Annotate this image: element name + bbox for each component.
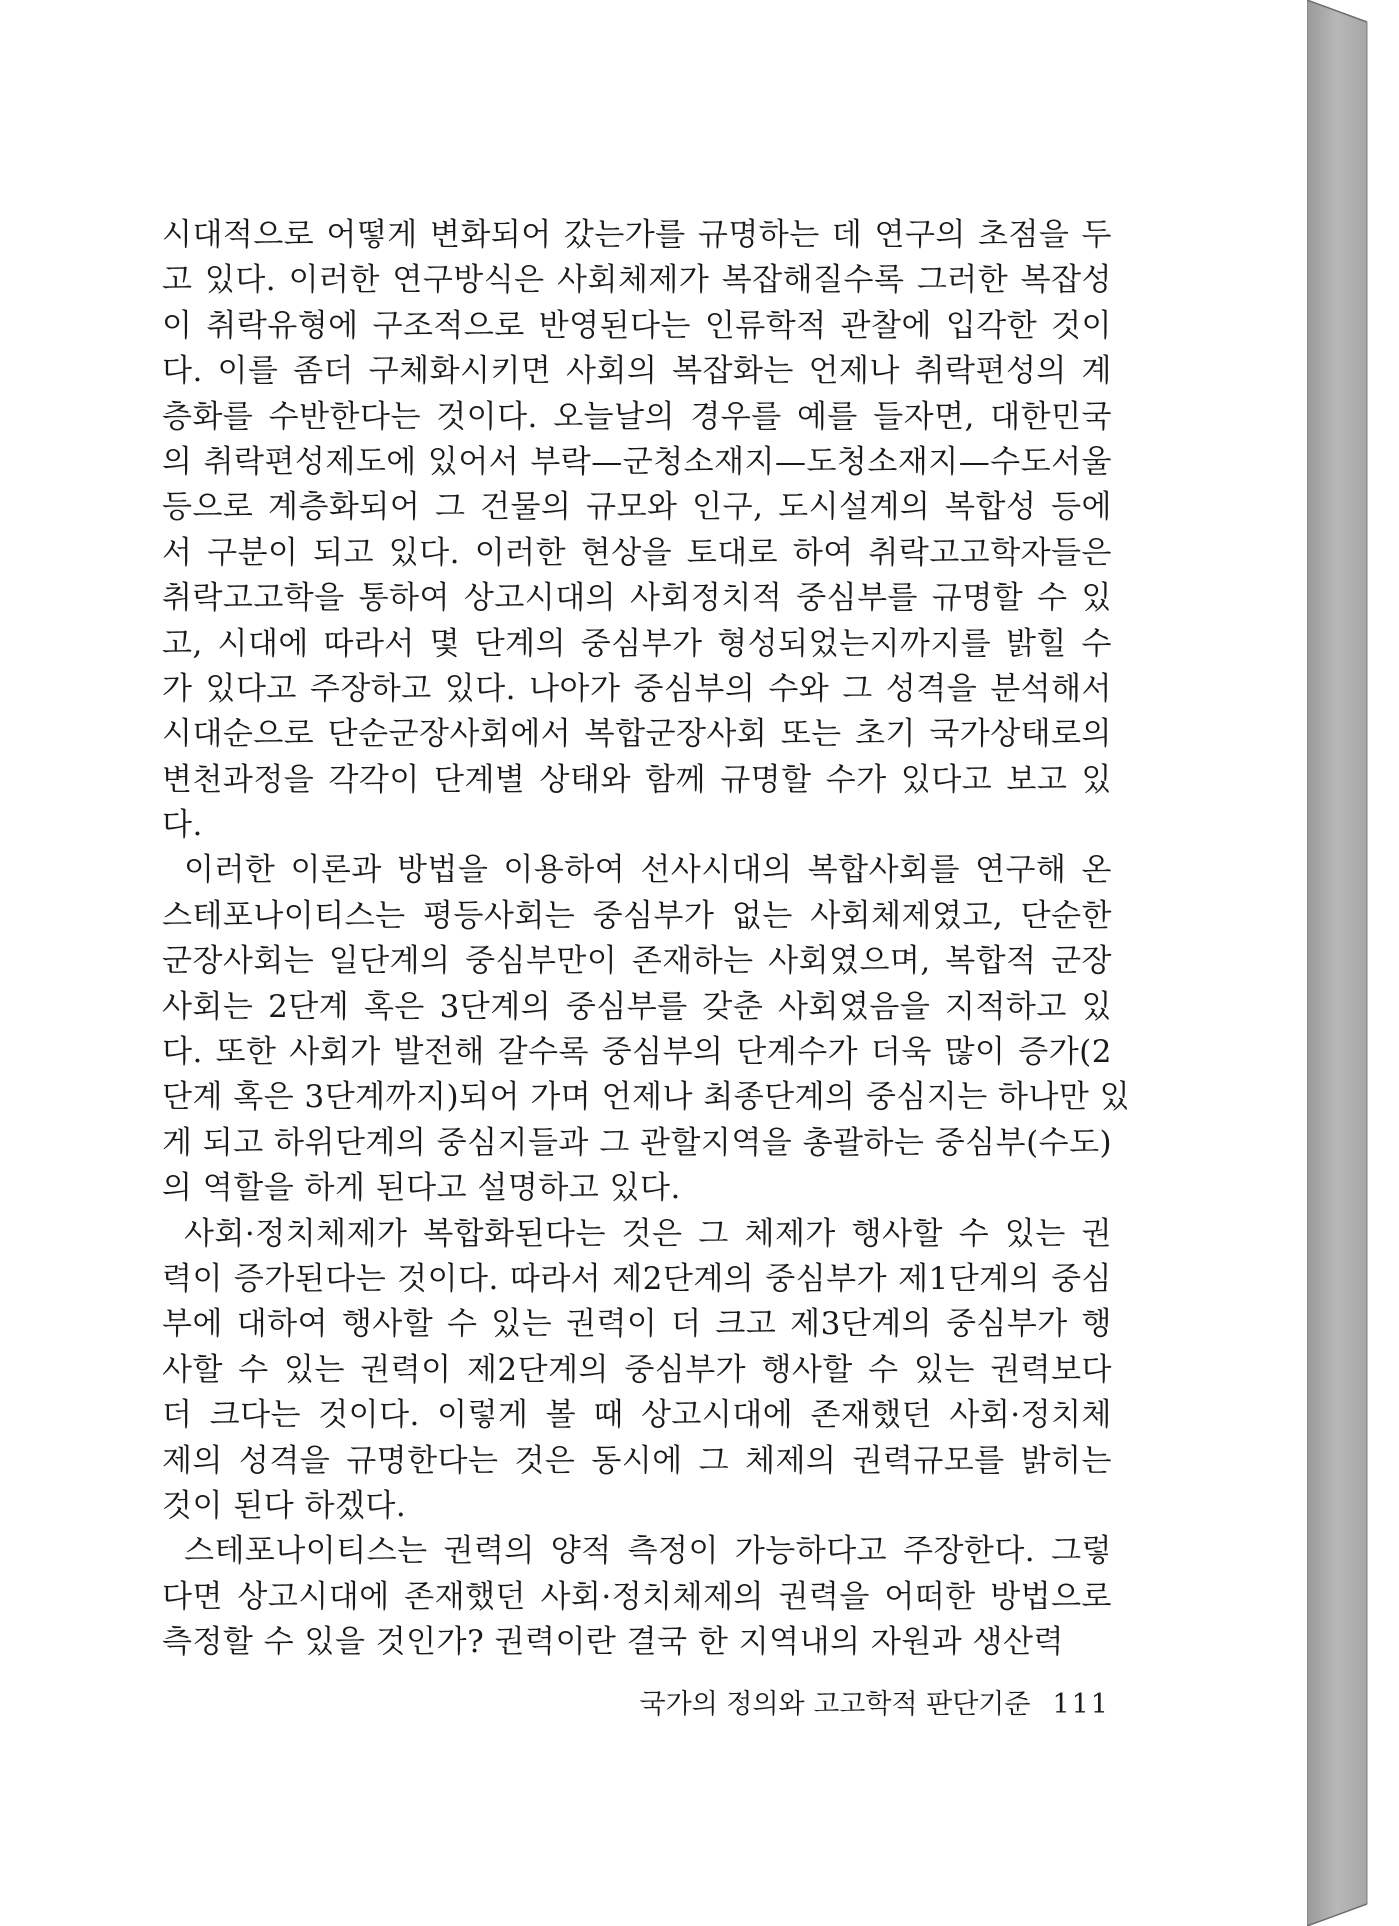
text-line: 게 되고 하위단계의 중심지들과 그 관할지역을 총괄하는 중심부(수도) bbox=[162, 1124, 1113, 1161]
text-line: 다. bbox=[162, 807, 203, 844]
text-line: 이러한 이론과 방법을 이용하여 선사시대의 복합사회를 연구해 온 bbox=[184, 852, 1112, 889]
text-line: 고, 시대에 따라서 몇 단계의 중심부가 형성되었는지까지를 밝힐 수 bbox=[162, 625, 1112, 662]
text-line: 부에 대하여 행사할 수 있는 권력이 더 크고 제3단계의 중심부가 행 bbox=[162, 1306, 1112, 1343]
text-line: 것이 된다 하겠다. bbox=[162, 1487, 407, 1524]
text-line: 단계 혹은 3단계까지)되어 가며 언제나 최종단계의 중심지는 하나만 있 bbox=[162, 1079, 1131, 1116]
text-line: 시대적으로 어떻게 변화되어 갔는가를 규명하는 데 연구의 초점을 두 bbox=[162, 217, 1112, 253]
text-line: 다. 또한 사회가 발전해 갈수록 중심부의 단계수가 더욱 많이 증가(2 bbox=[162, 1034, 1112, 1071]
body-text bbox=[162, 213, 1131, 1666]
text-line: 서 구분이 되고 있다. 이러한 현상을 토대로 하여 취락고고학자들은 bbox=[162, 534, 1112, 571]
text-line: 스테포나이티스는 평등사회는 중심부가 없는 사회체제였고, 단순한 bbox=[162, 897, 1112, 934]
text-line: 사회는 2단계 혹은 3단계의 중심부를 갖춘 사회였음을 지적하고 있 bbox=[162, 988, 1112, 1025]
text-line: 군장사회는 일단계의 중심부만이 존재하는 사회였으며, 복합적 군장 bbox=[162, 943, 1112, 980]
text-line: 사회·정치체제가 복합화된다는 것은 그 체제가 행사할 수 있는 권 bbox=[184, 1215, 1112, 1252]
text-line: 측정할 수 있을 것인가? 권력이란 결국 한 지역내의 자원과 생산력 bbox=[162, 1624, 1064, 1661]
text-line: 등으로 계층화되어 그 건물의 규모와 인구, 도시설계의 복합성 등에 bbox=[162, 489, 1112, 526]
text-line: 취락고고학을 통하여 상고시대의 사회정치적 중심부를 규명할 수 있 bbox=[162, 580, 1112, 617]
text-line: 층화를 수반한다는 것이다. 오늘날의 경우를 예를 들자면, 대한민국 bbox=[162, 398, 1112, 435]
text-line: 스테포나이티스는 권력의 양적 측정이 가능하다고 주장한다. 그렇 bbox=[184, 1533, 1112, 1570]
text-line: 의 역할을 하게 된다고 설명하고 있다. bbox=[162, 1170, 681, 1207]
text-line: 력이 증가된다는 것이다. 따라서 제2단계의 중심부가 제1단계의 중심 bbox=[162, 1260, 1112, 1297]
text-line: 의 취락편성제도에 있어서 부락—군청소재지—도청소재지—수도서울 bbox=[162, 443, 1112, 480]
page-number: 111 bbox=[1052, 1689, 1110, 1720]
text-line: 다. 이를 좀더 구체화시키면 사회의 복잡화는 언제나 취락편성의 계 bbox=[162, 353, 1112, 390]
running-title: 국가의 정의와 고고학적 판단기준 bbox=[639, 1689, 1031, 1720]
book-edge-graphic bbox=[1307, 0, 1399, 1926]
text-line: 제의 성격을 규명한다는 것은 동시에 그 체제의 권력규모를 밝히는 bbox=[162, 1442, 1112, 1479]
page-footer bbox=[610, 1687, 1110, 1723]
text-line: 사할 수 있는 권력이 제2단계의 중심부가 행사할 수 있는 권력보다 bbox=[162, 1351, 1112, 1388]
text-line: 고 있다. 이러한 연구방식은 사회체제가 복잡해질수록 그러한 복잡성 bbox=[162, 262, 1112, 299]
text-line: 다면 상고시대에 존재했던 사회·정치체제의 권력을 어떠한 방법으로 bbox=[162, 1578, 1112, 1615]
text-line: 시대순으로 단순군장사회에서 복합군장사회 또는 초기 국가상태로의 bbox=[162, 716, 1112, 753]
text-line: 가 있다고 주장하고 있다. 나아가 중심부의 수와 그 성격을 분석해서 bbox=[162, 670, 1112, 707]
text-line: 이 취락유형에 구조적으로 반영된다는 인류학적 관찰에 입각한 것이 bbox=[162, 307, 1112, 344]
text-line: 더 크다는 것이다. 이렇게 볼 때 상고시대에 존재했던 사회·정치체 bbox=[162, 1397, 1112, 1434]
text-line: 변천과정을 각각이 단계별 상태와 함께 규명할 수가 있다고 보고 있 bbox=[162, 761, 1112, 798]
book-edge-3d bbox=[1307, 0, 1399, 1926]
